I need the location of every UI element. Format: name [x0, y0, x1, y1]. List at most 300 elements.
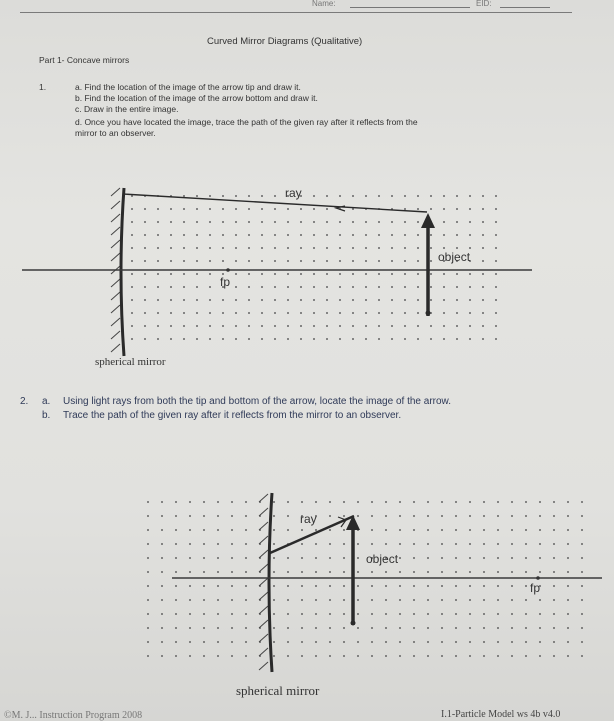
eid-label: EID: [476, 0, 492, 8]
grid-dot [245, 599, 247, 601]
grid-dot [245, 641, 247, 643]
grid-dot [161, 557, 163, 559]
grid-dot [315, 613, 317, 615]
grid-dot [427, 515, 429, 517]
grid-dot [357, 585, 359, 587]
grid-dot [455, 655, 457, 657]
grid-dot [553, 613, 555, 615]
grid-dot [413, 571, 415, 573]
focal-point-2 [536, 576, 540, 580]
grid-dot [231, 655, 233, 657]
grid-dot [175, 571, 177, 573]
grid-dot [581, 655, 583, 657]
grid-dot [231, 557, 233, 559]
hatch-mark [259, 564, 268, 572]
grid-dot [525, 515, 527, 517]
grid-dot [455, 543, 457, 545]
grid-dot [567, 585, 569, 587]
grid-dot [385, 529, 387, 531]
grid-dot [497, 557, 499, 559]
grid-dot [553, 599, 555, 601]
grid-dot [497, 613, 499, 615]
grid-dot [399, 627, 401, 629]
grid-dot [525, 613, 527, 615]
grid-dot [273, 585, 275, 587]
grid-dot [161, 641, 163, 643]
mirror-label-2: spherical mirror [236, 683, 320, 698]
grid-dot [483, 585, 485, 587]
q1-item-d: d. Once you have located the image, trace the path of the given ray after it reflects from the [75, 117, 418, 127]
grid-dot [301, 571, 303, 573]
grid-dot [553, 557, 555, 559]
grid-dot [441, 627, 443, 629]
grid-dot [315, 543, 317, 545]
spherical-mirror-2 [269, 493, 272, 672]
hatch-mark [259, 508, 268, 516]
grid-dot [539, 613, 541, 615]
grid-dot [161, 571, 163, 573]
grid-dot [371, 641, 373, 643]
grid-dot [217, 557, 219, 559]
grid-dot [329, 543, 331, 545]
grid-dot [413, 529, 415, 531]
grid-dot [301, 585, 303, 587]
grid-dot [343, 501, 345, 503]
grid-dot [483, 655, 485, 657]
grid-dot [147, 585, 149, 587]
grid-dot [567, 501, 569, 503]
hatch-mark [259, 606, 268, 614]
grid-dot [231, 627, 233, 629]
grid-dot [189, 627, 191, 629]
grid-dot [287, 641, 289, 643]
grid-dot [399, 557, 401, 559]
grid-dot [343, 571, 345, 573]
hatch-mark [259, 648, 268, 656]
grid-dot [175, 557, 177, 559]
grid-dot [301, 641, 303, 643]
grid-dot [329, 515, 331, 517]
grid-dot [497, 641, 499, 643]
grid-dot [287, 599, 289, 601]
grid-dot [469, 641, 471, 643]
grid-dot [273, 613, 275, 615]
grid-dot [203, 557, 205, 559]
grid-dot [455, 599, 457, 601]
grid-dot [273, 557, 275, 559]
grid-dot [343, 613, 345, 615]
grid-dot [497, 585, 499, 587]
grid-dot [385, 641, 387, 643]
grid-dot [273, 543, 275, 545]
name-label: Name: [312, 0, 336, 8]
grid-dot [497, 529, 499, 531]
hatch-mark [259, 592, 268, 600]
grid-dot [469, 571, 471, 573]
grid-dot [315, 557, 317, 559]
grid-dot [455, 585, 457, 587]
grid-dot [399, 585, 401, 587]
grid-dot [525, 557, 527, 559]
grid-dot [245, 655, 247, 657]
grid-dot [441, 501, 443, 503]
grid-dot [483, 543, 485, 545]
grid-dot [399, 599, 401, 601]
grid-dot [567, 641, 569, 643]
grid-dot [147, 515, 149, 517]
grid-dot [413, 543, 415, 545]
fp-label-2: fp [530, 581, 541, 595]
grid-dot [497, 599, 499, 601]
grid-dot [273, 599, 275, 601]
grid-dot [329, 585, 331, 587]
grid-dot [161, 613, 163, 615]
grid-dot [553, 571, 555, 573]
grid-dot [483, 627, 485, 629]
grid-dot [385, 655, 387, 657]
grid-dot [399, 571, 401, 573]
grid-dot [539, 655, 541, 657]
grid-dot [287, 529, 289, 531]
grid-dot [371, 529, 373, 531]
grid-dot [497, 627, 499, 629]
grid-dot [413, 557, 415, 559]
grid-dot [301, 655, 303, 657]
grid-dot [567, 543, 569, 545]
grid-dot [581, 585, 583, 587]
grid-dot [525, 585, 527, 587]
grid-dot [511, 641, 513, 643]
grid-dot [287, 557, 289, 559]
grid-dot [567, 557, 569, 559]
grid-dot [469, 515, 471, 517]
grid-dot [371, 613, 373, 615]
grid-dot [147, 613, 149, 615]
grid-dot [175, 627, 177, 629]
grid-dot [189, 557, 191, 559]
q1-item-d-cont: mirror to an observer. [75, 128, 156, 138]
grid-dot [511, 655, 513, 657]
grid-dot [413, 501, 415, 503]
hatch-mark [259, 578, 268, 586]
grid-dot [399, 515, 401, 517]
grid-dot [315, 571, 317, 573]
grid-dot [399, 641, 401, 643]
grid-dot [371, 599, 373, 601]
grid-dot [357, 543, 359, 545]
grid-dot [217, 627, 219, 629]
grid-dot [301, 543, 303, 545]
grid-dot [511, 599, 513, 601]
grid-dot [329, 641, 331, 643]
grid-dot [329, 613, 331, 615]
q1-item-b: b. Find the location of the image of the arrow bottom and draw it. [75, 93, 318, 103]
grid-dot [497, 571, 499, 573]
grid-dot [455, 613, 457, 615]
grid-dot [371, 655, 373, 657]
grid-dot [343, 599, 345, 601]
grid-dot [175, 641, 177, 643]
grid-dot [357, 571, 359, 573]
grid-dot [371, 585, 373, 587]
grid-dot [231, 515, 233, 517]
grid-dot [469, 501, 471, 503]
grid-dot [483, 557, 485, 559]
grid-dot [343, 543, 345, 545]
grid-dot [539, 641, 541, 643]
grid-dot [189, 501, 191, 503]
grid-dot [301, 529, 303, 531]
grid-dot [287, 571, 289, 573]
grid-dot [427, 641, 429, 643]
grid-dot [357, 655, 359, 657]
mirror-label-1: spherical mirror [95, 356, 166, 368]
grid-dot [385, 599, 387, 601]
grid-dot [301, 613, 303, 615]
grid-dot [343, 655, 345, 657]
grid-dot [357, 515, 359, 517]
grid-dot [189, 585, 191, 587]
grid-dot [371, 515, 373, 517]
grid-dot [483, 529, 485, 531]
grid-dot [427, 571, 429, 573]
grid-dot [203, 627, 205, 629]
grid-dot [273, 571, 275, 573]
grid-dot [511, 515, 513, 517]
grid-dot [385, 543, 387, 545]
grid-dot [315, 641, 317, 643]
grid-dot [441, 585, 443, 587]
grid-dot [147, 641, 149, 643]
grid-dot [385, 501, 387, 503]
grid-dot [539, 557, 541, 559]
grid-dot [161, 599, 163, 601]
grid-dot [497, 515, 499, 517]
mirror2-hatching [259, 494, 268, 670]
grid-dot [175, 655, 177, 657]
grid-dot [147, 529, 149, 531]
grid-dot [553, 585, 555, 587]
grid-dot [525, 627, 527, 629]
grid-dot [189, 655, 191, 657]
grid-dot [511, 501, 513, 503]
grid-dot [525, 543, 527, 545]
grid-dot [343, 627, 345, 629]
grid-dot [581, 557, 583, 559]
grid-dot [441, 557, 443, 559]
ray-label-1: ray [285, 186, 302, 200]
grid-dot [483, 599, 485, 601]
grid-dot [399, 529, 401, 531]
grid-dot [427, 585, 429, 587]
grid-dot [413, 599, 415, 601]
grid-dot [525, 641, 527, 643]
grid-dot [175, 515, 177, 517]
grid-dot [231, 585, 233, 587]
grid-dot [455, 627, 457, 629]
grid-dot [413, 641, 415, 643]
grid-dot [287, 515, 289, 517]
grid-dot [175, 585, 177, 587]
grid-dot [581, 641, 583, 643]
grid-dot [161, 585, 163, 587]
grid-dot [245, 501, 247, 503]
q1-item-c: c. Draw in the entire image. [75, 104, 179, 114]
grid-dot [189, 529, 191, 531]
grid-dot [231, 501, 233, 503]
grid-dot [511, 543, 513, 545]
grid-dot [581, 515, 583, 517]
grid-dot [343, 557, 345, 559]
grid-dot [175, 501, 177, 503]
grid-dot [525, 571, 527, 573]
fp-label-1: fp [220, 275, 231, 289]
grid-dot [329, 501, 331, 503]
grid-dot [203, 641, 205, 643]
grid-dot [329, 655, 331, 657]
grid-dot [427, 501, 429, 503]
grid-dot [553, 641, 555, 643]
grid-dot [371, 627, 373, 629]
grid-dot [175, 543, 177, 545]
grid-dot [441, 655, 443, 657]
grid-dot [427, 557, 429, 559]
grid-dot [581, 543, 583, 545]
grid-dot [413, 515, 415, 517]
grid-dot [231, 543, 233, 545]
grid-dot [469, 529, 471, 531]
grid-dot [511, 585, 513, 587]
grid-dot [567, 571, 569, 573]
grid-dot [441, 515, 443, 517]
grid-dot [581, 599, 583, 601]
grid-dot [399, 655, 401, 657]
hatch-mark [259, 620, 268, 628]
grid-dot [273, 655, 275, 657]
grid-dot [525, 655, 527, 657]
grid-dot [469, 543, 471, 545]
page-title: Curved Mirror Diagrams (Qualitative) [207, 36, 363, 47]
grid-dot [245, 585, 247, 587]
grid-dot [497, 501, 499, 503]
grid-dot [147, 599, 149, 601]
grid-dot [357, 599, 359, 601]
grid-dot [329, 599, 331, 601]
grid-dot [413, 585, 415, 587]
grid-dot [329, 627, 331, 629]
object-label-1: object [438, 250, 471, 264]
grid-dot [441, 641, 443, 643]
grid-dot [203, 585, 205, 587]
hatch-mark [259, 634, 268, 642]
grid-dot [301, 557, 303, 559]
grid-dot [539, 571, 541, 573]
grid-dot [147, 501, 149, 503]
grid-dot [203, 655, 205, 657]
q2-item-b: Trace the path of the given ray after it reflects from the mirror to an observer. [63, 410, 402, 421]
grid-dot [273, 529, 275, 531]
grid-dot [217, 655, 219, 657]
grid-dot [343, 585, 345, 587]
grid-dot [231, 641, 233, 643]
grid-dot [203, 501, 205, 503]
grid-dot [189, 641, 191, 643]
grid-dot [511, 571, 513, 573]
grid-dot [581, 627, 583, 629]
grid-dot [245, 613, 247, 615]
grid-dot [469, 627, 471, 629]
grid-dot [161, 543, 163, 545]
grid-dot [357, 641, 359, 643]
grid-dot [385, 515, 387, 517]
grid-dot [385, 585, 387, 587]
grid-dot [287, 501, 289, 503]
grid-dot [427, 627, 429, 629]
grid-dot [161, 529, 163, 531]
grid-dot [441, 529, 443, 531]
grid-dot [203, 543, 205, 545]
grid-dot [301, 599, 303, 601]
grid-dot [315, 655, 317, 657]
grid-dot [553, 655, 555, 657]
grid-dot [483, 613, 485, 615]
grid-dot [455, 641, 457, 643]
grid-dot [581, 501, 583, 503]
grid-dot [217, 515, 219, 517]
grid-dot [161, 501, 163, 503]
grid-dot [371, 543, 373, 545]
grid-dot [455, 515, 457, 517]
grid-dot [399, 613, 401, 615]
grid-dot [427, 599, 429, 601]
part1-heading: Part 1- Concave mirrors [39, 55, 130, 65]
grid-dot [525, 599, 527, 601]
grid-dot [273, 641, 275, 643]
q1-number: 1. [39, 82, 47, 92]
footer-version: I.1-Particle Model ws 4b v4.0 [441, 709, 561, 720]
grid-dot [329, 529, 331, 531]
grid-dot [287, 627, 289, 629]
grid-dot [497, 655, 499, 657]
grid-dot [189, 515, 191, 517]
grid-dot [413, 627, 415, 629]
grid-dot [567, 599, 569, 601]
grid-dot [455, 529, 457, 531]
grid-dot [315, 529, 317, 531]
grid-dot [539, 627, 541, 629]
grid-dot [217, 599, 219, 601]
grid-dot [483, 501, 485, 503]
grid-dot [147, 627, 149, 629]
grid-dot [175, 599, 177, 601]
grid-dot [203, 515, 205, 517]
grid-dot [217, 501, 219, 503]
grid-dot [469, 585, 471, 587]
grid-dot [483, 571, 485, 573]
q2-item-a: Using light rays from both the tip and bottom of the arrow, locate the image of the arrow. [63, 396, 451, 407]
grid-dot [273, 515, 275, 517]
grid-dot [469, 613, 471, 615]
grid-dot [301, 627, 303, 629]
grid-dot [217, 641, 219, 643]
grid-dot [217, 613, 219, 615]
grid-dot [399, 501, 401, 503]
grid-dot [553, 627, 555, 629]
grid-dot [469, 655, 471, 657]
hatch-mark [259, 494, 268, 502]
object-label-2: object [366, 552, 399, 566]
grid-dot [217, 543, 219, 545]
